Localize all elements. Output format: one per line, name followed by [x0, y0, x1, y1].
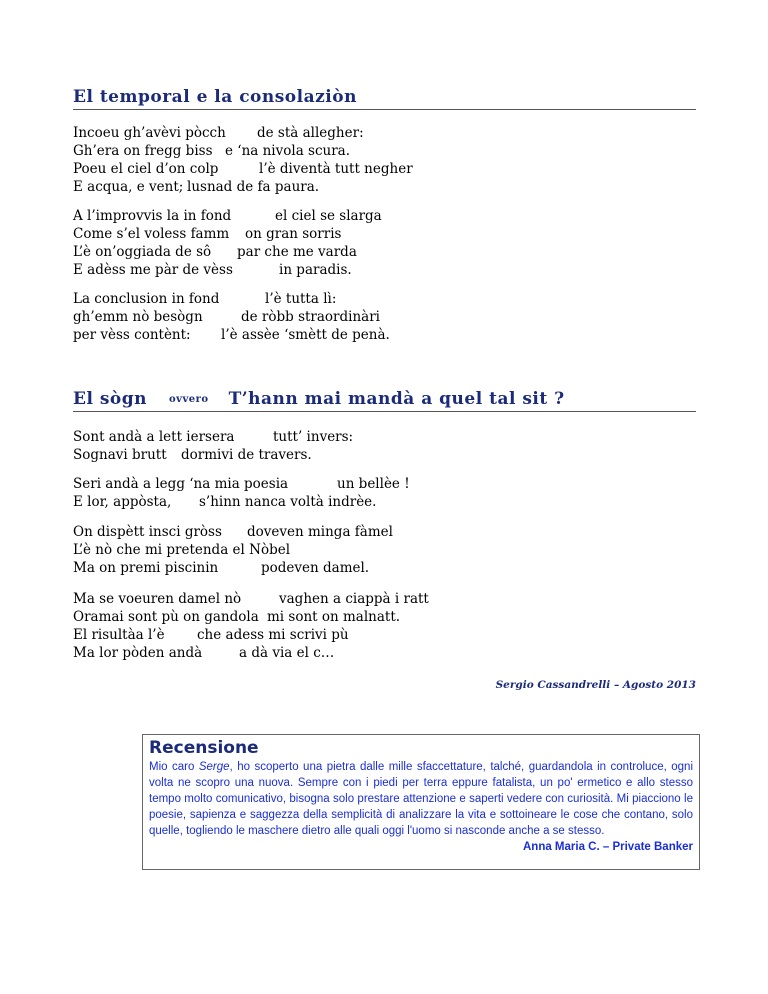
poem-line: Incoeu gh’avèvi pòcch de stà allegher:: [73, 125, 364, 141]
poem-line: Poeu el ciel d’on colp l’è diventà tutt negher: [73, 161, 413, 177]
poem-line: L’è nò che mi pretenda el Nòbel: [73, 542, 291, 558]
poem-line: Ma on premi piscinin podeven damel.: [73, 560, 370, 576]
poem1-stanza-1: [73, 124, 413, 196]
poem-line: E acqua, e vent; lusnad de fa paura.: [73, 179, 320, 195]
poem-line: E lor, appòsta, s’hinn nanca voltà indrèe.: [73, 494, 377, 510]
poem2-stanza-4: [73, 590, 429, 662]
poem-line: La conclusion in fond l’è tutta lì:: [73, 291, 337, 307]
poem-line: Sognavi brutt dormivi de travers.: [73, 447, 312, 463]
poem1-stanza-2: [73, 207, 382, 279]
poem-line: L’è on’oggiada de sô par che me varda: [73, 244, 357, 260]
author-signature: Sergio Cassandrelli – Agosto 2013: [495, 679, 696, 691]
poem-line: Gh’era on fregg biss e ‘na nivola scura.: [73, 143, 351, 159]
poem2-stanza-1: [73, 428, 353, 464]
poem2-stanza-3: [73, 523, 393, 577]
review-author: Anna Maria C. – Private Banker: [522, 841, 693, 853]
poem-line: Seri andà a legg ‘na mia poesia un bellèe !: [73, 476, 410, 492]
poem-line: E adèss me pàr de vèss in paradis.: [73, 262, 352, 278]
poem1-stanza-3: [73, 290, 390, 344]
poem-line: Oramai sont pù on gandola mi sont on malnatt.: [73, 609, 401, 625]
poem2-title: [73, 389, 696, 412]
poem1-title: [73, 87, 696, 110]
review-text: Mio caro Serge, ho scoperto una pietra dalle mille sfaccettature, talché, guardandola in controluce, ogni volta ne scopro una nuova. Sempre con i piedi per terra eppure fatalista, un po' ermetico e allo stesso tempo molto comunicativo, bisogna solo prestare attenzione e saperti vedere con curiosità. Mi piacciono le poesie, sapienza e saggezza della semplicità di analizzare la vita e sottoineare le cose che contano, solo quelle, togliendo le maschere dietro alle quali oggi l'uomo si nasconde anche a se stesso.: [149, 761, 694, 837]
poem-line: Come s’el voless famm on gran sorris: [73, 226, 342, 242]
poem-line: A l’improvvis la in fond el ciel se slarga: [73, 208, 382, 224]
poem-line: Ma lor pòden andà a dà via el c…: [73, 645, 335, 661]
review-box: [142, 734, 700, 870]
poem-line: gh’emm nò besògn de ròbb straordinàri: [73, 309, 380, 325]
poem-line: El risultàa l’è che adess mi scrivi pù: [73, 627, 349, 643]
review-name: Serge: [198, 761, 230, 773]
poem-line: On dispètt insci gròss doveven minga fàmel: [73, 524, 393, 540]
poem1-title-text: El temporal e la consolaziòn: [73, 87, 357, 107]
poem2-stanza-2: [73, 475, 410, 511]
poem-line: Ma se voeuren damel nò vaghen a ciappà i ratt: [73, 591, 429, 607]
poem2-title-main: El sògn: [73, 389, 147, 409]
poem2-title-sub: ovvero: [169, 394, 209, 405]
poem-line: per vèss contènt: l’è assèe ‘smètt de penà.: [73, 327, 390, 343]
poem2-title-alt: T’hann mai mandà a quel tal sit ?: [228, 389, 565, 409]
review-title: Recensione: [149, 738, 259, 758]
poem-line: Sont andà a lett iersera tutt’ invers:: [73, 429, 354, 445]
